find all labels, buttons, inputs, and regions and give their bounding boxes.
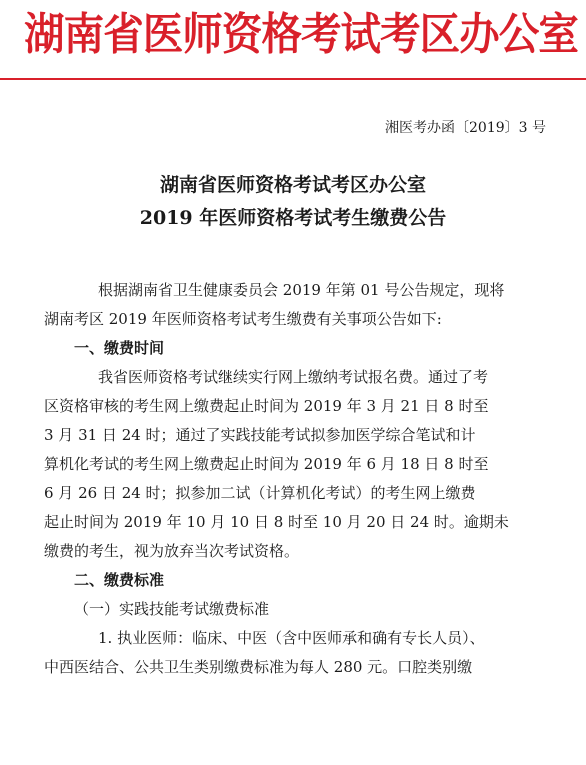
intro-line-1: 根据湖南省卫生健康委员会 2019 年第 01 号公告规定，现将: [98, 281, 505, 299]
section-1-line: 区资格审核的考生网上缴费起止时间为 2019 年 3 月 21 日 8 时至: [44, 397, 489, 415]
document-body: [44, 276, 554, 682]
section-1-line: 起止时间为 2019 年 10 月 10 日 8 时至 10 月 20 日 24 时。逾期未: [44, 513, 509, 531]
section-1-heading: 一、缴费时间: [74, 339, 165, 357]
section-2-subheading: （一）实践技能考试缴费标准: [74, 600, 270, 618]
document-title-line-2: 2019 年医师资格考试考生缴费公告: [139, 207, 447, 229]
document-number: 湘医考办函〔2019〕3 号: [385, 120, 546, 136]
document-title-line-1: 湖南省医师资格考试考区办公室: [159, 174, 426, 196]
section-1-line: 算机化考试的考生网上缴费起止时间为 2019 年 6 月 18 日 8 时至: [44, 455, 489, 473]
red-divider-line: [0, 78, 586, 80]
section-2-line: 1. 执业医师：临床、中医（含中医师承和确有专长人员）、: [98, 629, 485, 647]
section-1-line: 3 月 31 日 24 时；通过了实践技能考试拟参加医学综合笔试和计: [44, 426, 476, 444]
section-2-line: 中西医结合、公共卫生类别缴费标准为每人 280 元。口腔类别缴: [44, 658, 473, 676]
section-1-line: 6 月 26 日 24 时；拟参加二试（计算机化考试）的考生网上缴费: [44, 484, 476, 502]
section-1-line: 缴费的考生，视为放弃当次考试资格。: [44, 542, 300, 560]
section-2-heading: 二、缴费标准: [74, 571, 165, 589]
masthead-title: 湖南省医师资格考试考区办公室: [24, 9, 578, 60]
intro-line-2: 湖南考区 2019 年医师资格考试考生缴费有关事项公告如下:: [44, 310, 442, 328]
masthead: [0, 0, 586, 78]
section-1-line: 我省医师资格考试继续实行网上缴纳考试报名费。通过了考: [98, 368, 489, 386]
